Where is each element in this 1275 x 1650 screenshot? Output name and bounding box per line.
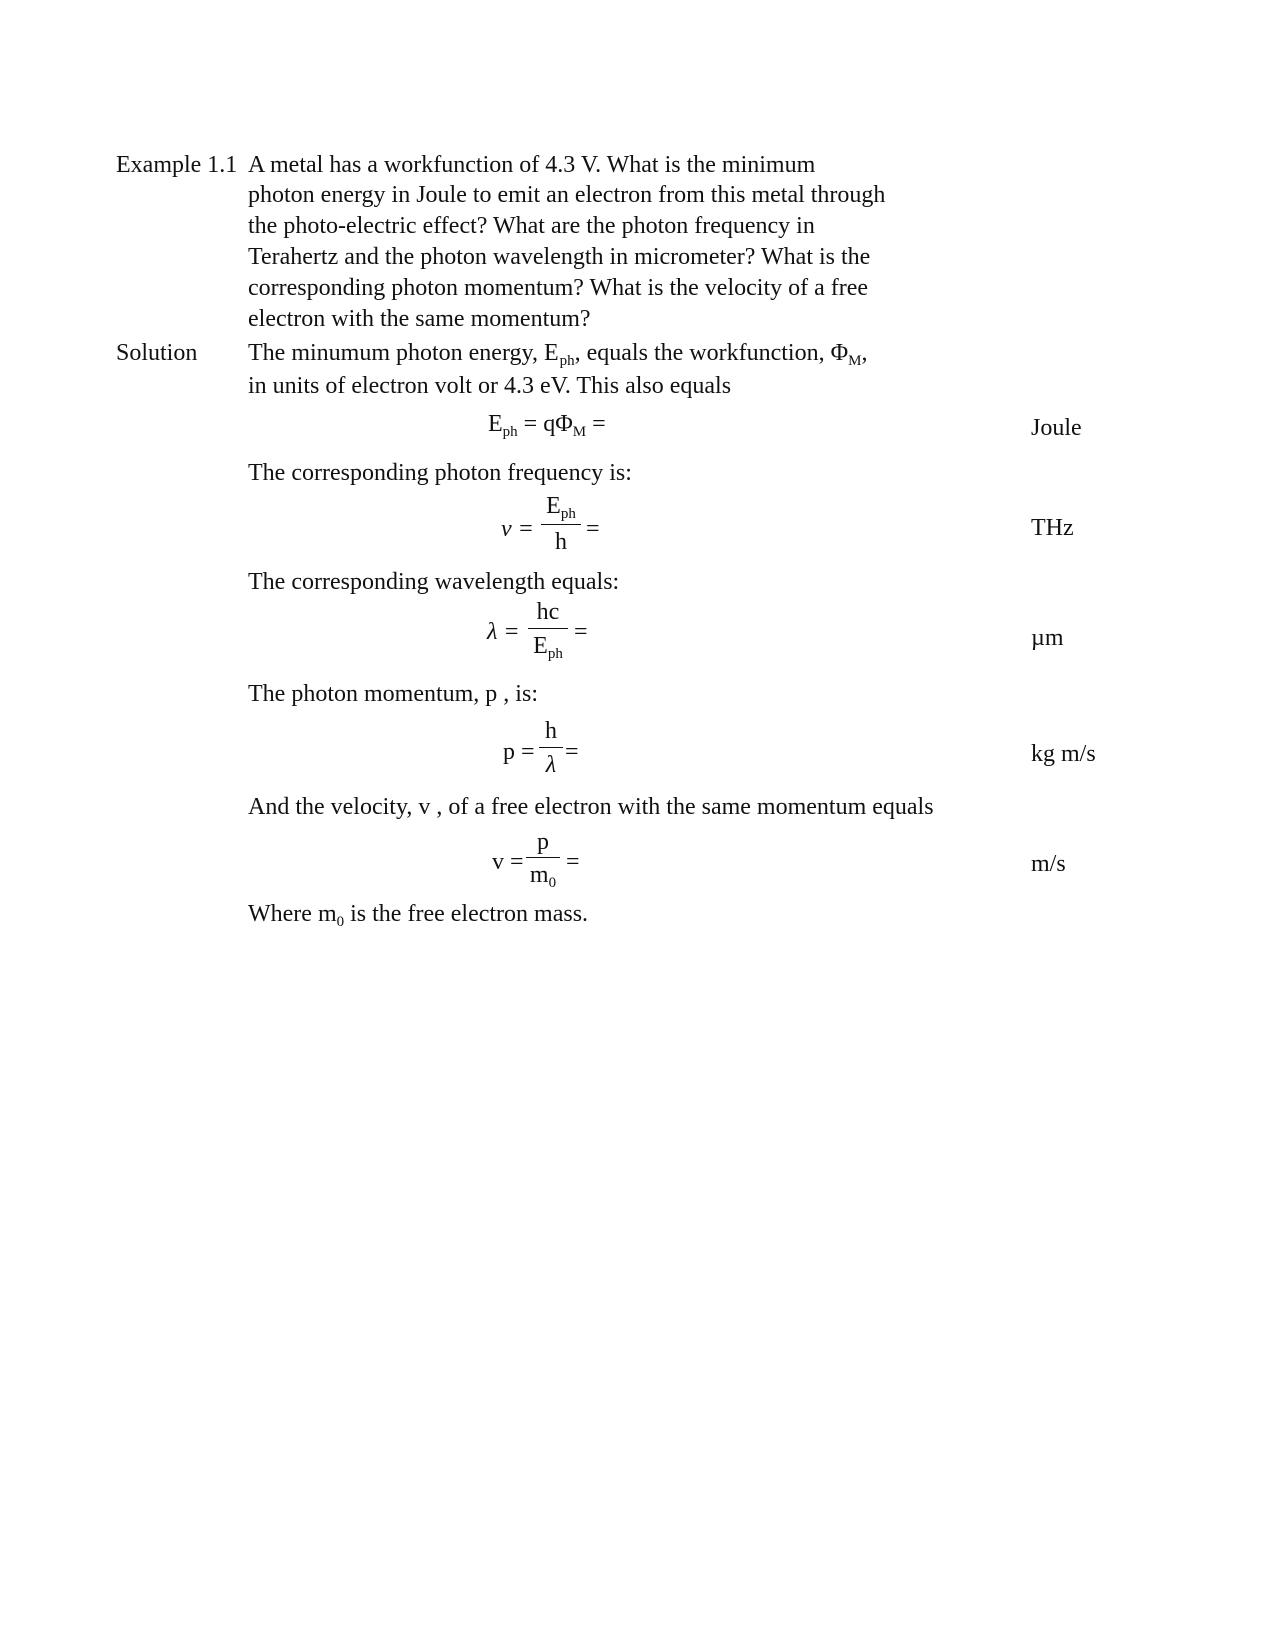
momentum-text: The photon momentum, p , is: — [248, 681, 538, 707]
frequency-equals: = — [586, 516, 600, 542]
problem-line-4: Terahertz and the photon wavelength in micrometer? What is the — [248, 244, 871, 270]
wavelength-fraction-bar — [528, 628, 568, 629]
velocity-equals: = — [566, 849, 580, 875]
solution-intro-line-2: in units of electron volt or 4.3 eV. This also equals — [248, 373, 732, 399]
intro-sub-ph: ph — [559, 353, 575, 369]
frequency-denominator: h — [555, 529, 567, 555]
velocity-unit: m/s — [1031, 851, 1066, 877]
intro-text-c: , — [861, 340, 868, 366]
wavelength-den-sub: ph — [547, 646, 563, 662]
problem-line-3: the photo-electric effect? What are the photon frequency in — [248, 213, 815, 239]
energy-rhs-sub: M — [572, 424, 587, 440]
wavelength-text: The corresponding wavelength equals: — [248, 569, 620, 595]
where-text-a: Where m — [248, 901, 337, 927]
frequency-lhs: ν = — [501, 516, 534, 542]
intro-text-a: The minumum photon energy, E — [248, 340, 559, 366]
wavelength-den-text: E — [533, 633, 548, 659]
energy-equals: = — [586, 411, 606, 437]
energy-lhs: E — [488, 411, 503, 437]
momentum-unit: kg m/s — [1031, 741, 1096, 767]
where-text-b: is the free electron mass. — [344, 901, 589, 927]
wavelength-numerator: hc — [536, 599, 560, 625]
velocity-text: And the velocity, v , of a free electron with the same momentum equals — [248, 794, 934, 820]
where-line — [248, 900, 588, 936]
example-label: Example 1.1 — [116, 152, 238, 178]
energy-equation — [488, 410, 606, 446]
intro-sub-m: M — [848, 353, 862, 369]
intro-text-b: , equals the workfunction, Φ — [574, 340, 849, 366]
wavelength-denominator — [528, 632, 568, 668]
solution-intro-line-1 — [248, 339, 867, 375]
wavelength-unit: µm — [1031, 625, 1064, 651]
velocity-numerator: p — [537, 829, 549, 855]
energy-lhs-sub: ph — [502, 424, 518, 440]
momentum-equals: = — [565, 739, 579, 765]
frequency-fraction-bar — [541, 524, 581, 525]
problem-line-1: A metal has a workfunction of 4.3 V. What is the minimum — [248, 152, 816, 178]
momentum-denominator: λ — [545, 752, 557, 778]
velocity-lhs: v = — [492, 849, 524, 875]
frequency-num-sub: ph — [560, 506, 576, 522]
where-sub: 0 — [336, 914, 345, 930]
momentum-numerator: h — [545, 718, 557, 744]
problem-line-5: corresponding photon momentum? What is the velocity of a free — [248, 275, 869, 301]
wavelength-equals: = — [574, 619, 588, 645]
velocity-den-sub: 0 — [548, 875, 557, 891]
wavelength-lhs: λ = — [487, 619, 520, 645]
velocity-den-text: m — [529, 862, 549, 888]
frequency-unit: THz — [1031, 515, 1074, 541]
momentum-fraction-bar — [539, 747, 563, 748]
problem-line-6: electron with the same momentum? — [248, 306, 591, 332]
momentum-lhs: p = — [503, 739, 535, 765]
solution-label: Solution — [116, 340, 198, 366]
velocity-denominator — [526, 861, 560, 897]
frequency-text: The corresponding photon frequency is: — [248, 460, 632, 486]
frequency-numerator — [541, 492, 581, 528]
energy-unit: Joule — [1031, 415, 1082, 441]
velocity-fraction-bar — [526, 857, 560, 858]
frequency-num-text: E — [546, 493, 561, 519]
problem-line-2: photon energy in Joule to emit an electron from this metal through — [248, 182, 886, 208]
energy-rhs: = qΦ — [517, 411, 573, 437]
